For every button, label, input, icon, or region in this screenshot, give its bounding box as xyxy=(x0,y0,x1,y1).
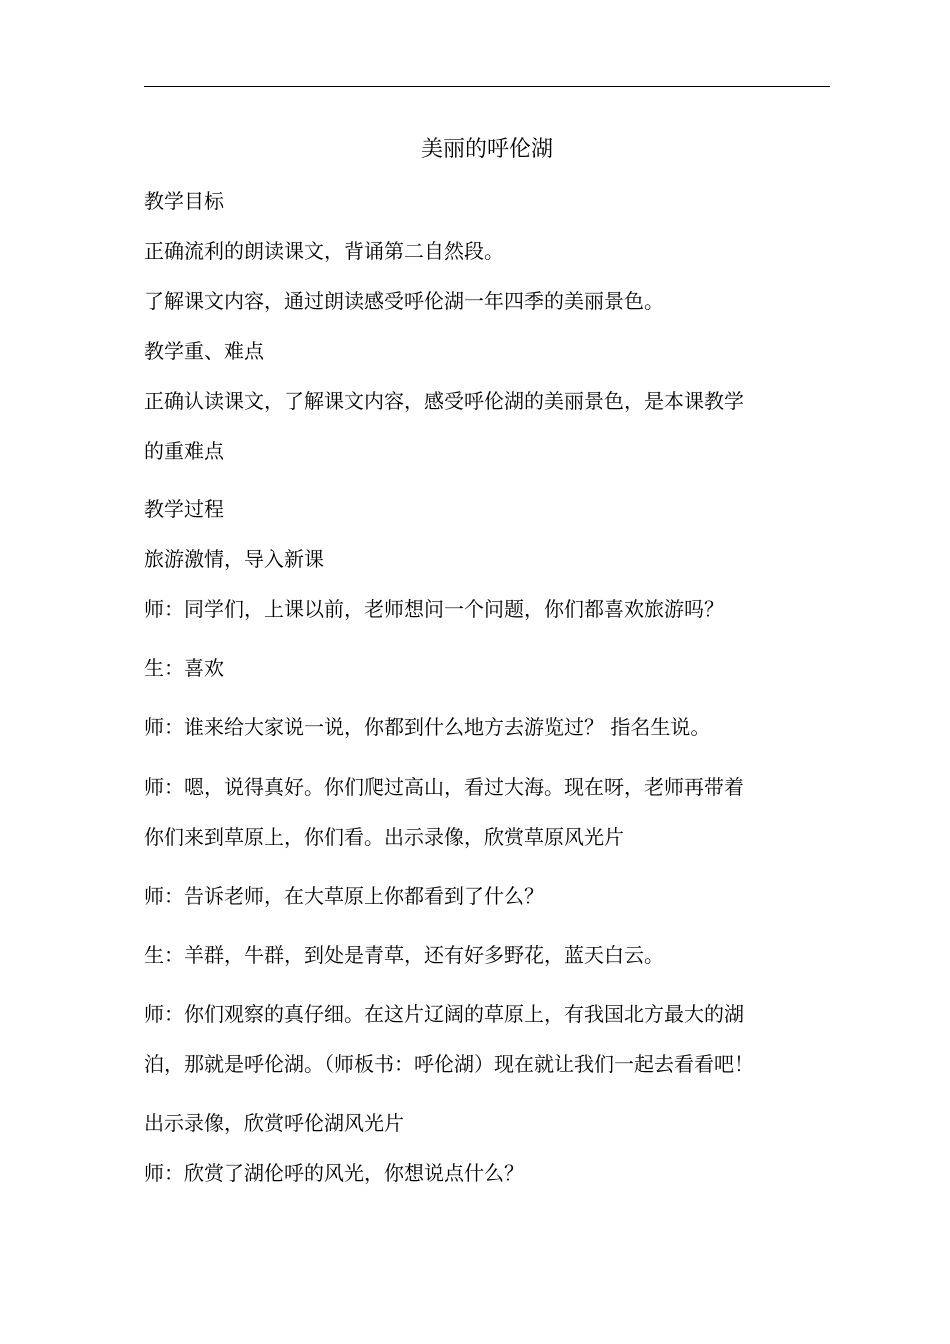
document-title: 美丽的呼伦湖 xyxy=(420,137,553,162)
dialogue-line: 生：羊群，牛群，到处是青草，还有好多野花，蓝天白云。 xyxy=(144,943,664,967)
dialogue-line: 师：你们观察的真仔细。在这片辽阔的草原上，有我国北方最大的湖 xyxy=(144,1002,744,1026)
paragraph-line: 正确认读课文，了解课文内容，感受呼伦湖的美丽景色，是本课教学 xyxy=(144,389,744,413)
paragraph-line: 的重难点 xyxy=(144,439,224,463)
dialogue-line: 师：告诉老师，在大草原上你都看到了什么？ xyxy=(144,884,544,908)
section-heading-process: 教学过程 xyxy=(144,497,224,521)
header-rule xyxy=(144,86,830,87)
paragraph-line: 了解课文内容，通过朗读感受呼伦湖一年四季的美丽景色。 xyxy=(144,289,664,313)
dialogue-line: 师：欣赏了湖伦呼的风光，你想说点什么？ xyxy=(144,1161,524,1185)
dialogue-line: 师：谁来给大家说一说，你都到什么地方去游览过？ 指名生说。 xyxy=(144,715,711,739)
dialogue-line: 生：喜欢 xyxy=(144,656,224,680)
dialogue-line: 你们来到草原上，你们看。出示录像，欣赏草原风光片 xyxy=(144,825,624,849)
paragraph-line: 正确流利的朗读课文，背诵第二自然段。 xyxy=(144,239,504,263)
section-heading-objectives: 教学目标 xyxy=(144,189,224,213)
dialogue-line: 泊，那就是呼伦湖。（师板书：呼伦湖）现在就让我们一起去看看吧！ xyxy=(144,1052,754,1076)
paragraph-line: 出示录像，欣赏呼伦湖风光片 xyxy=(144,1111,404,1135)
paragraph-line: 旅游激情，导入新课 xyxy=(144,547,324,571)
dialogue-line: 师：同学们，上课以前，老师想问一个问题，你们都喜欢旅游吗？ xyxy=(144,597,724,621)
dialogue-line: 师：嗯，说得真好。你们爬过高山，看过大海。现在呀，老师再带着 xyxy=(144,775,744,799)
section-heading-key-points: 教学重、难点 xyxy=(144,339,264,363)
